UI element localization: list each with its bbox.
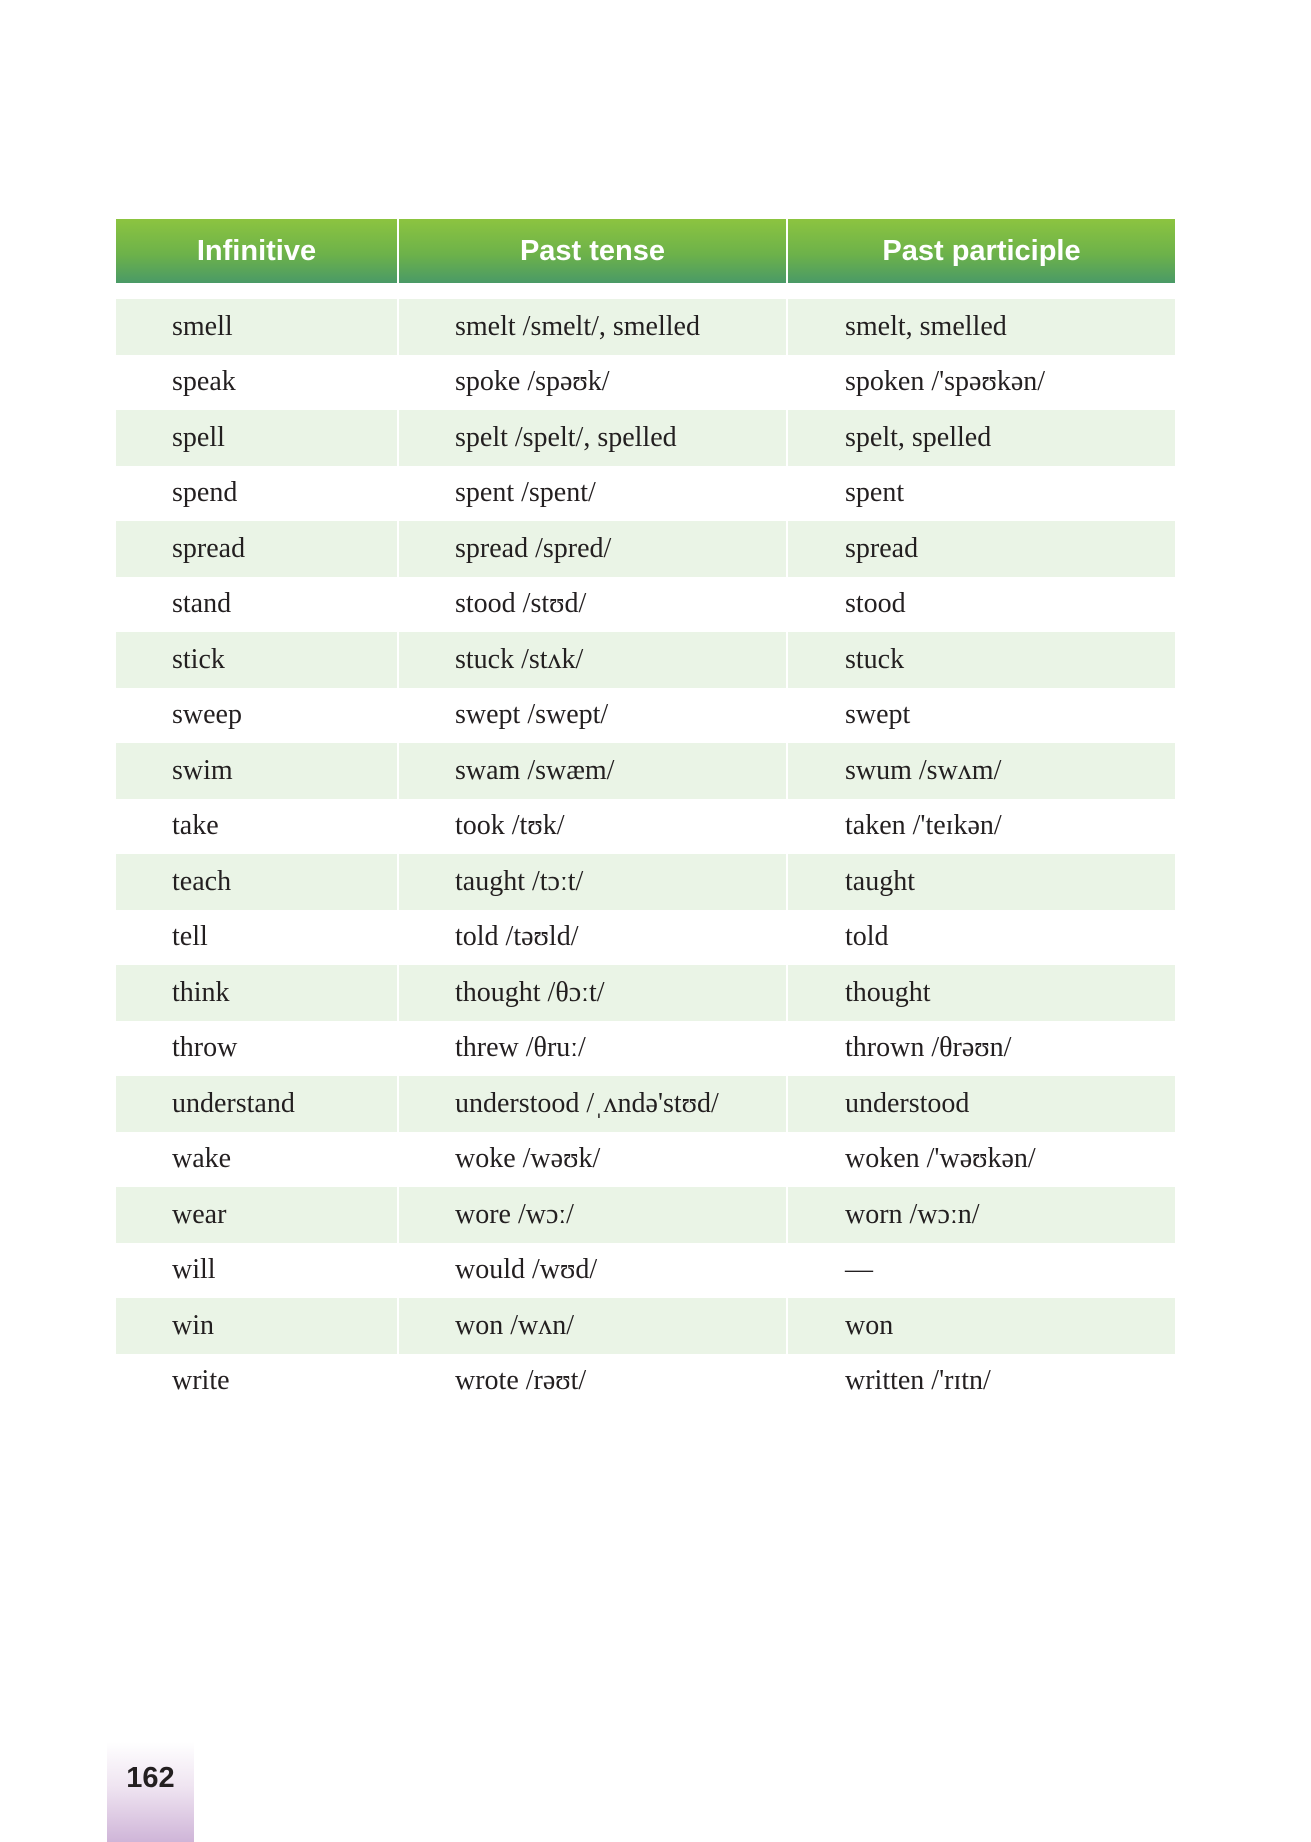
table-row xyxy=(116,1021,1175,1077)
header-past-tense: Past tense xyxy=(397,219,786,283)
cell-past-participle: smelt, smelled xyxy=(786,299,1175,355)
table-header xyxy=(116,219,1175,283)
cell-past-tense: understood /ˌʌndə'stʊd/ xyxy=(397,1076,786,1132)
table-row xyxy=(116,1243,1175,1299)
cell-past-participle: stuck xyxy=(786,632,1175,688)
cell-past-tense: thought /θɔːt/ xyxy=(397,965,786,1021)
cell-infinitive: stand xyxy=(172,588,232,620)
cell-past-tense: wrote /rəʊt/ xyxy=(397,1354,786,1410)
cell-infinitive: wear xyxy=(116,1187,397,1243)
cell-past-participle: thrown /θrəʊn/ xyxy=(786,1021,1175,1077)
cell-past-tense: spent /spent/ xyxy=(397,466,786,522)
table-row xyxy=(116,965,1175,1021)
cell-infinitive: stick xyxy=(116,632,397,688)
irregular-verbs-table xyxy=(116,219,1175,1409)
cell-past-participle: spent xyxy=(786,466,1175,522)
cell-past-tense: won /wʌn/ xyxy=(397,1298,786,1354)
cell-infinitive: think xyxy=(116,965,397,1021)
header-past-participle: Past participle xyxy=(786,219,1175,283)
table-row xyxy=(116,688,1175,744)
table-row xyxy=(116,577,1175,633)
table-row xyxy=(116,355,1175,411)
cell-infinitive: sweep xyxy=(172,699,242,731)
cell-past-participle: spread xyxy=(786,521,1175,577)
table-row xyxy=(116,632,1175,688)
table-row xyxy=(116,1298,1175,1354)
cell-infinitive: spell xyxy=(116,410,397,466)
cell-past-tense: smelt /smelt/, smelled xyxy=(397,299,786,355)
table-row xyxy=(116,799,1175,855)
cell-past-tense: swam /swæm/ xyxy=(397,743,786,799)
cell-past-tense: threw /θruː/ xyxy=(397,1021,786,1077)
cell-past-tense: spread /spred/ xyxy=(397,521,786,577)
table-row xyxy=(116,743,1175,799)
cell-infinitive: throw xyxy=(172,1032,238,1064)
page-number: 162 xyxy=(126,1762,175,1794)
cell-past-participle: won xyxy=(786,1298,1175,1354)
cell-past-participle: spoken /'spəʊkən/ xyxy=(786,355,1175,411)
cell-past-participle: worn /wɔːn/ xyxy=(786,1187,1175,1243)
cell-past-participle: — xyxy=(786,1243,1175,1299)
cell-past-tense: woke /wəʊk/ xyxy=(397,1132,786,1188)
table-row xyxy=(116,1132,1175,1188)
table-row xyxy=(116,1076,1175,1132)
table-row xyxy=(116,410,1175,466)
cell-past-tense: told /təʊld/ xyxy=(397,910,786,966)
table-row xyxy=(116,521,1175,577)
cell-infinitive: win xyxy=(116,1298,397,1354)
cell-past-participle: stood xyxy=(786,577,1175,633)
cell-past-tense: taught /tɔːt/ xyxy=(397,854,786,910)
cell-infinitive: will xyxy=(172,1254,216,1286)
table-row xyxy=(116,854,1175,910)
cell-past-tense: swept /swept/ xyxy=(397,688,786,744)
cell-past-tense: would /wʊd/ xyxy=(397,1243,786,1299)
cell-infinitive: swim xyxy=(116,743,397,799)
cell-past-tense: took /tʊk/ xyxy=(397,799,786,855)
table-row xyxy=(116,1354,1175,1410)
table-row xyxy=(116,299,1175,355)
cell-past-participle: thought xyxy=(786,965,1175,1021)
cell-past-participle: taken /'teɪkən/ xyxy=(786,799,1175,855)
cell-past-participle: understood xyxy=(786,1076,1175,1132)
cell-past-participle: written /'rɪtn/ xyxy=(786,1354,1175,1410)
cell-past-participle: spelt, spelled xyxy=(786,410,1175,466)
cell-infinitive: understand xyxy=(116,1076,397,1132)
cell-past-participle: told xyxy=(786,910,1175,966)
table-row xyxy=(116,1187,1175,1243)
cell-infinitive: teach xyxy=(116,854,397,910)
table-body xyxy=(116,299,1175,1409)
cell-infinitive: smell xyxy=(116,299,397,355)
cell-past-tense: spelt /spelt/, spelled xyxy=(397,410,786,466)
cell-infinitive: write xyxy=(172,1365,230,1397)
cell-infinitive: speak xyxy=(172,366,236,398)
cell-past-participle: swept xyxy=(786,688,1175,744)
cell-infinitive: tell xyxy=(172,921,208,953)
table-row xyxy=(116,910,1175,966)
cell-infinitive: spend xyxy=(172,477,238,509)
cell-past-participle: woken /'wəʊkən/ xyxy=(786,1132,1175,1188)
cell-past-participle: swum /swʌm/ xyxy=(786,743,1175,799)
header-infinitive: Infinitive xyxy=(116,219,397,283)
cell-past-tense: spoke /spəʊk/ xyxy=(397,355,786,411)
cell-past-tense: stuck /stʌk/ xyxy=(397,632,786,688)
cell-infinitive: take xyxy=(172,810,219,842)
cell-past-tense: wore /wɔː/ xyxy=(397,1187,786,1243)
table-row xyxy=(116,466,1175,522)
cell-past-participle: taught xyxy=(786,854,1175,910)
cell-past-tense: stood /stʊd/ xyxy=(397,577,786,633)
cell-infinitive: spread xyxy=(116,521,397,577)
cell-infinitive: wake xyxy=(172,1143,232,1175)
